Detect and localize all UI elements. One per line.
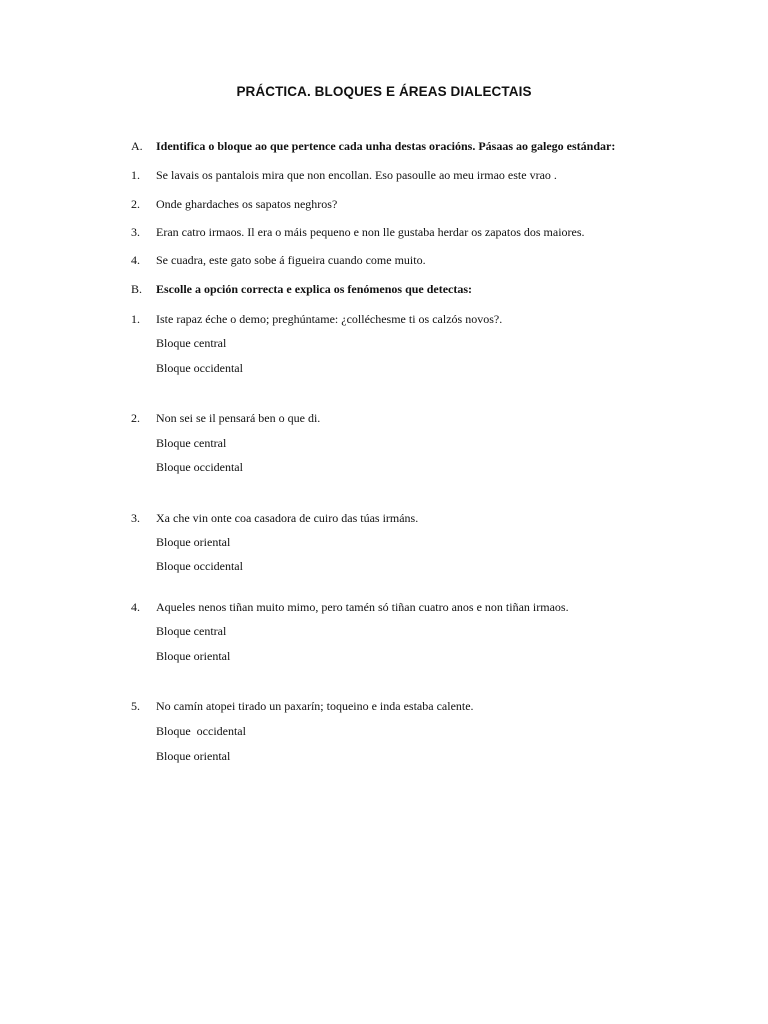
answer-option: Bloque central — [156, 624, 227, 638]
answer-option: Bloque oriental — [156, 749, 231, 763]
section-a-heading: Identifica o bloque ao que pertence cada unha destas oracións. Pásaas ao galego estándar: — [156, 139, 616, 153]
answer-option: Bloque oriental — [156, 649, 231, 663]
item-text: Iste rapaz éche o demo; preghúntame: ¿colléchesme ti os calzós novos?. — [156, 312, 503, 326]
item-text: Eran catro irmaos. Il era o máis pequeno e non lle gustaba herdar os zapatos dos maiores. — [156, 225, 585, 239]
section-a-marker: A. — [131, 139, 143, 153]
answer-option: Bloque central — [156, 336, 227, 350]
item-text: Se cuadra, este gato sobe á figueira cuando come muito. — [156, 253, 426, 267]
item-text: Onde ghardaches os sapatos neghros? — [156, 197, 338, 211]
section-b-heading: Escolle a opción correcta e explica os fenómenos que detectas: — [156, 282, 473, 296]
item-number: 3. — [131, 225, 140, 239]
item-text: Xa che vin onte coa casadora de cuiro das túas irmáns. — [156, 511, 419, 525]
item-text: Non sei se il pensará ben o que di. — [156, 411, 321, 425]
answer-option: Bloque occidental — [156, 559, 243, 573]
item-text: Se lavais os pantalois mira que non encollan. Eso pasoulle ao meu irmao este vrao . — [156, 168, 557, 182]
page-title: PRÁCTICA. BLOQUES E ÁREAS DIALECTAIS — [236, 84, 532, 99]
answer-option: Bloque central — [156, 436, 227, 450]
item-number: 4. — [131, 253, 140, 267]
answer-option: Bloque oriental — [156, 535, 231, 549]
item-number: 2. — [131, 197, 140, 211]
item-number: 2. — [131, 411, 140, 425]
answer-option: Bloque occidental — [156, 724, 246, 738]
item-text: Aqueles nenos tiñan muito mimo, pero tamén só tiñan cuatro anos e non tiñan irmaos. — [156, 600, 569, 614]
item-number: 4. — [131, 600, 140, 614]
answer-option: Bloque occidental — [156, 460, 243, 474]
answer-option: Bloque occidental — [156, 361, 243, 375]
section-b-marker: B. — [131, 282, 143, 296]
item-number: 1. — [131, 312, 140, 326]
item-number: 3. — [131, 511, 140, 525]
item-number: 5. — [131, 699, 140, 713]
item-number: 1. — [131, 168, 140, 182]
item-text: No camín atopei tirado un paxarín; toqueino e inda estaba calente. — [156, 699, 474, 713]
